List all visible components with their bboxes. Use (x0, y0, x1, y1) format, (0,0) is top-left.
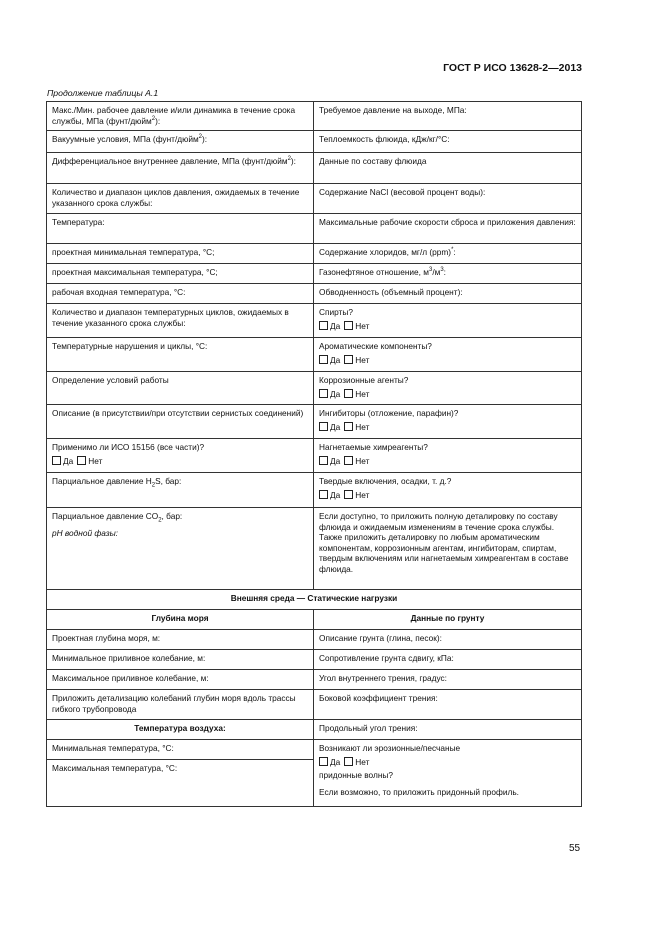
cell-right (314, 405, 582, 439)
cell-right (314, 473, 582, 508)
question-label: Применимо ли ИСО 15156 (все части)? (52, 442, 205, 452)
yes-checkbox[interactable] (319, 355, 328, 364)
table-row (47, 102, 582, 131)
cell-left: Макс./Мин. рабочее давление и/или динамика в течение срока службы, МПа (фунт/дюйм$^2$): (47, 102, 314, 131)
table-row (47, 650, 582, 670)
cell-left: Минимальная температура, °С: (47, 740, 314, 760)
cell-left: проектная минимальная температура, °С; (47, 244, 314, 264)
column-heading: Данные по грунту (314, 610, 582, 630)
cell-left: Количество и диапазон температурных циклов, ожидаемых в течение указанного срока службы: (47, 304, 314, 338)
question-label: придонные волны? (319, 770, 393, 781)
table-row (47, 338, 582, 372)
ph-label: pH водной фазы: (52, 527, 118, 538)
cell-right: Содержание NaCl (весовой процент воды): (314, 184, 582, 214)
no-checkbox[interactable] (344, 389, 353, 398)
specification-table (46, 101, 582, 807)
cell-right: Описание грунта (глина, песок): (314, 630, 582, 650)
no-label: Нет (355, 421, 370, 432)
question-label: Ароматические компоненты? (319, 341, 432, 351)
table-row (47, 405, 582, 439)
cell-left: Проектная глубина моря, м: (47, 630, 314, 650)
cell-right: Сопротивление грунта сдвигу, кПа: (314, 650, 582, 670)
table-row (47, 690, 582, 720)
yes-checkbox[interactable] (319, 321, 328, 330)
table-row (47, 670, 582, 690)
no-label: Нет (88, 455, 103, 466)
no-checkbox[interactable] (344, 456, 353, 465)
yes-label: Да (330, 320, 341, 331)
table-row (47, 372, 582, 405)
table-row (47, 720, 582, 740)
question-label: Твердые включения, осадки, т. д.? (319, 476, 452, 486)
yes-label: Да (330, 756, 341, 767)
no-label: Нет (355, 388, 370, 399)
cell-right: Максимальные рабочие скорости сброса и приложения давления: (314, 214, 582, 244)
cell-right: Теплоемкость флюида, кДж/кг/°С: (314, 131, 582, 153)
cell-right: Угол внутреннего трения, градус: (314, 670, 582, 690)
table-row (47, 610, 582, 630)
cell-left: рабочая входная температура, °С: (47, 284, 314, 304)
table-row (47, 439, 582, 473)
table-row (47, 214, 582, 244)
cell-left: Парциальное давление $CO_2$, бар: pH водной фазы: (47, 508, 314, 590)
cell-left: Количество и диапазон циклов давления, ожидаемых в течение указанного срока службы: (47, 184, 314, 214)
cell-left: проектная максимальная температура, °С; (47, 264, 314, 284)
cell-right: Продольный угол трения: (314, 720, 582, 740)
question-label: Возникают ли эрозионные/песчаные (319, 743, 461, 753)
yes-label: Да (63, 455, 74, 466)
table-row (47, 740, 582, 760)
yes-label: Да (330, 421, 341, 432)
column-heading: Температура воздуха: (47, 720, 314, 740)
no-checkbox[interactable] (344, 490, 353, 499)
cell-left: Приложить детализацию колебаний глубин моря вдоль трассы гибкого трубопровода (47, 690, 314, 720)
cell-right: Боковой коэффициент трения: (314, 690, 582, 720)
yes-checkbox[interactable] (319, 456, 328, 465)
question-label: Ингибиторы (отложение, парафин)? (319, 408, 459, 418)
question-label: Спирты? (319, 307, 353, 317)
no-label: Нет (355, 320, 370, 331)
cell-right: Требуемое давление на выходе, МПа: (314, 102, 582, 131)
no-checkbox[interactable] (344, 355, 353, 364)
no-label: Нет (355, 455, 370, 466)
cell-right: Данные по составу флюида (314, 153, 582, 184)
table-row (47, 473, 582, 508)
table-row (47, 264, 582, 284)
column-heading: Глубина моря (47, 610, 314, 630)
table-row (47, 630, 582, 650)
cell-right: Газонефтяное отношение, $м^3/м^3$: (314, 264, 582, 284)
yes-checkbox[interactable] (319, 422, 328, 431)
no-label: Нет (355, 354, 370, 365)
cell-left: Определение условий работы (47, 372, 314, 405)
cell-left: Описание (в присутствии/при отсутствии сернистых соединений) (47, 405, 314, 439)
section-heading: Внешняя среда — Статические нагрузки (47, 590, 582, 610)
cell-left (47, 439, 314, 473)
table-row (47, 184, 582, 214)
cell-left: Дифференциальное внутреннее давление, МПа (фунт/дюйм$^2$): (47, 153, 314, 184)
yes-checkbox[interactable] (52, 456, 61, 465)
table-row (47, 590, 582, 610)
document-header: ГОСТ Р ИСО 13628-2—2013 (443, 62, 582, 74)
cell-right (314, 304, 582, 338)
table-row (47, 153, 582, 184)
no-checkbox[interactable] (344, 321, 353, 330)
cell-left: Минимальное приливное колебание, м: (47, 650, 314, 670)
cell-right: Обводненность (объемный процент): (314, 284, 582, 304)
page-number: 55 (569, 843, 581, 854)
cell-left: Парциальное давление $H_2S$, бар: (47, 473, 314, 508)
question-label: Нагнетаемые химреагенты? (319, 442, 428, 452)
cell-left: Максимальная температура, °С: (47, 760, 314, 807)
no-checkbox[interactable] (77, 456, 86, 465)
yes-label: Да (330, 455, 341, 466)
yes-checkbox[interactable] (319, 389, 328, 398)
yes-label: Да (330, 489, 341, 500)
cell-right (314, 338, 582, 372)
cell-left: Температурные нарушения и циклы, °С: (47, 338, 314, 372)
no-checkbox[interactable] (344, 422, 353, 431)
table-row (47, 131, 582, 153)
instruction-text: Если возможно, то приложить придонный профиль. (319, 786, 519, 797)
cell-right (314, 439, 582, 473)
cell-left: Температура: (47, 214, 314, 244)
cell-right (314, 372, 582, 405)
table-row (47, 508, 582, 590)
no-label: Нет (355, 489, 370, 500)
table-row (47, 304, 582, 338)
cell-right: Если доступно, то приложить полную деталировку по составу флюида и ожидаемым изменениям в течение срока службы. Также приложить деталировку по любым ароматическим компонентам, коррозионным агентам, ингибиторам, спиртам, твердым включениям или нагнетаемым химреагентам в составе флюида. (314, 508, 582, 590)
yes-checkbox[interactable] (319, 757, 328, 766)
cell-left: Вакуумные условия, МПа (фунт/дюйм$^2$): (47, 131, 314, 153)
cell-left: Максимальное приливное колебание, м: (47, 670, 314, 690)
question-label: Коррозионные агенты? (319, 375, 409, 385)
cell-right: Содержание хлоридов, мг/л (ppm)*: (314, 244, 582, 264)
table-row (47, 284, 582, 304)
yes-checkbox[interactable] (319, 490, 328, 499)
yes-label: Да (330, 354, 341, 365)
no-label: Нет (355, 756, 370, 767)
cell-right (314, 740, 582, 807)
no-checkbox[interactable] (344, 757, 353, 766)
yes-label: Да (330, 388, 341, 399)
table-caption: Продолжение таблицы А.1 (47, 88, 159, 98)
table-row (47, 244, 582, 264)
